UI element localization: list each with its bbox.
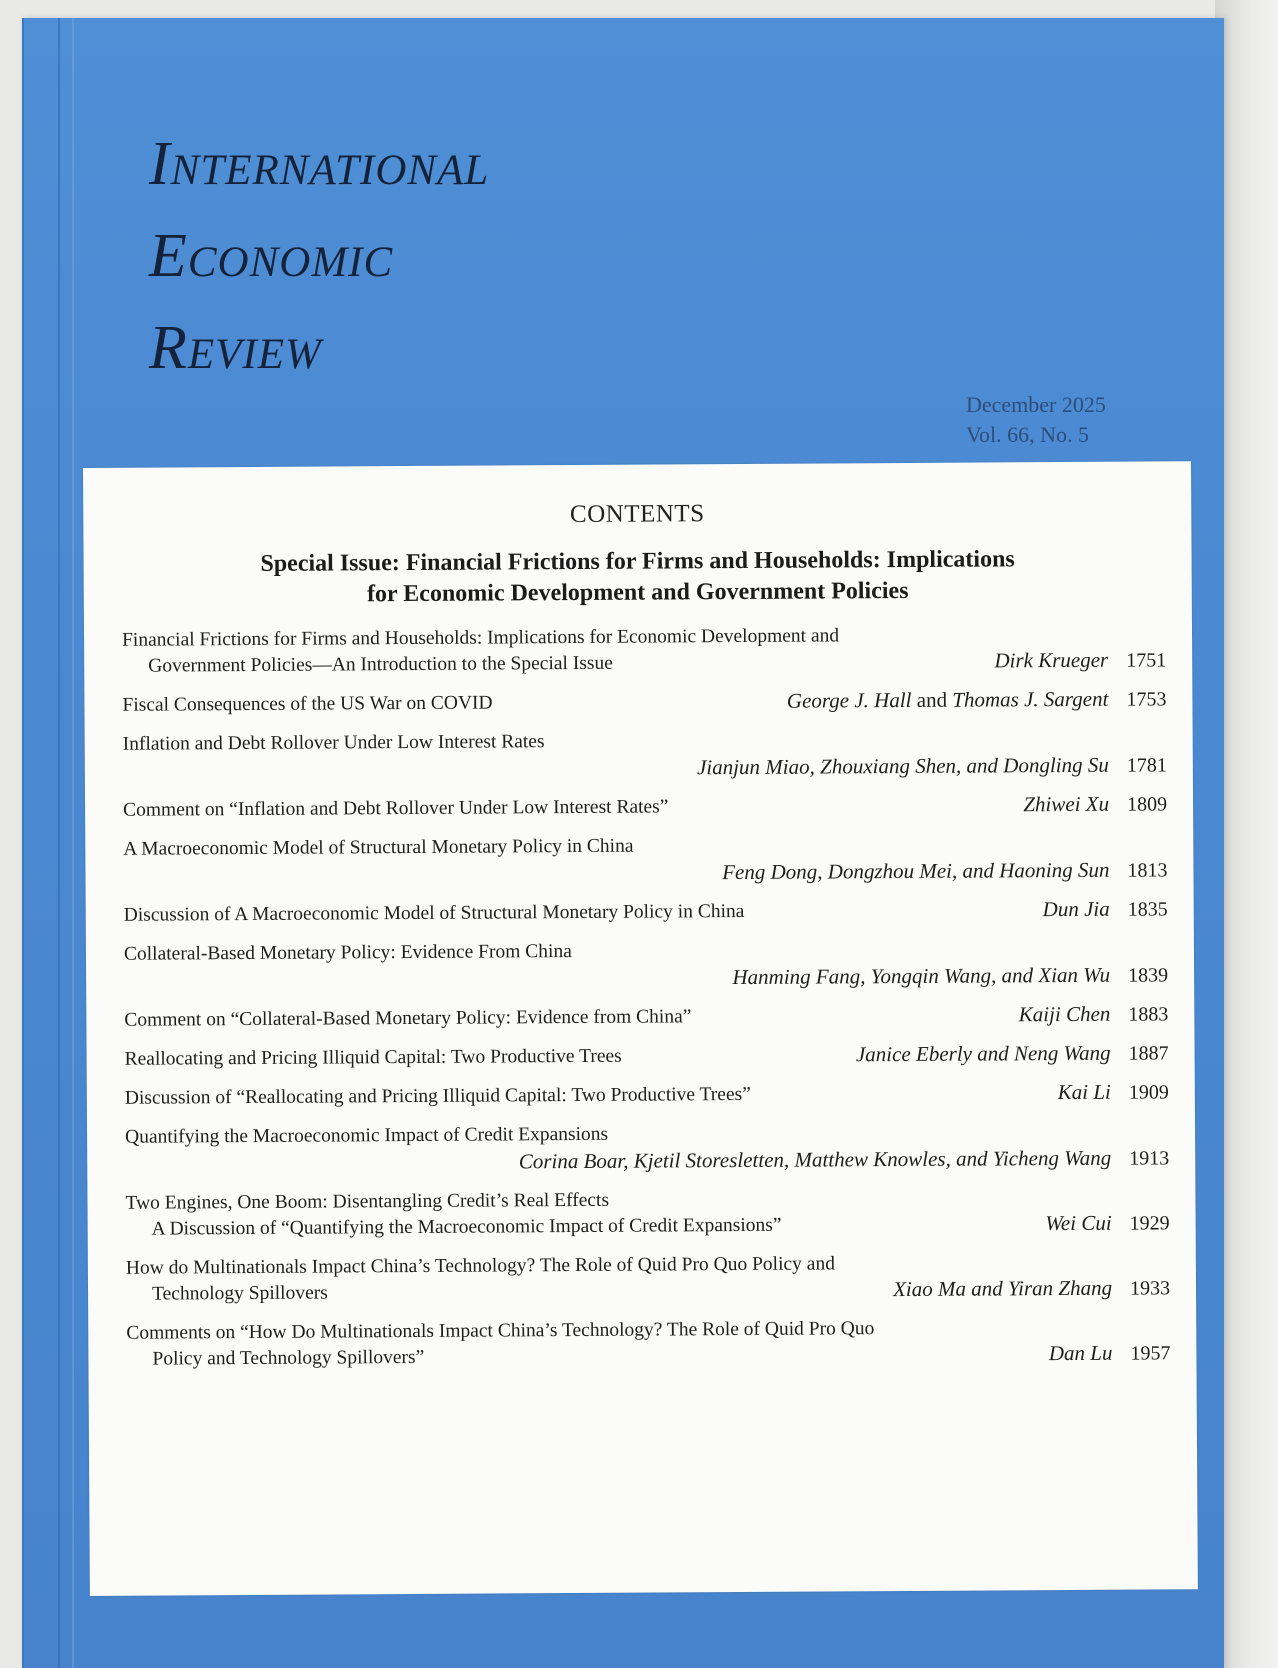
toc-entry: [126, 1249, 1170, 1307]
toc-entry-title: Two Engines, One Boom: Disentangling Credit’s Real Effects: [125, 1189, 610, 1214]
toc-entry: [124, 896, 1168, 928]
toc-entry-page: 1751: [1126, 649, 1167, 672]
toc-entry-byline: [1043, 895, 1168, 923]
spine-fold: [58, 18, 60, 1668]
toc-entry-byline: [893, 1274, 1170, 1303]
toc-entry: [125, 1079, 1169, 1111]
issue-volume: Vol. 66, No. 5: [966, 422, 1090, 447]
toc-entry: [125, 1184, 1169, 1242]
issue-date: December 2025: [966, 392, 1106, 417]
toc-entry-title: Reallocating and Pricing Illiquid Capital: Two Productive Trees: [124, 1045, 622, 1070]
toc-entry-authors: Hanming Fang, Yongqin Wang, and Xian Wu: [732, 962, 1111, 990]
toc-entry-byline: [856, 1039, 1169, 1068]
toc-entry-byline: [1058, 1078, 1169, 1106]
table-of-contents: [122, 621, 1171, 1385]
toc-entry: [125, 1040, 1169, 1072]
toc-entry-authors: Wei Cui: [1045, 1210, 1112, 1236]
toc-entry-byline: [994, 646, 1166, 674]
toc-entry-page: 1839: [1128, 964, 1169, 987]
special-issue-title: [124, 543, 1152, 611]
toc-entry-title: Discussion of A Macroeconomic Model of Structural Monetary Policy in China: [123, 900, 745, 926]
spine-fold-highlight: [72, 18, 74, 1668]
toc-entry-title: Comments on “How Do Multinationals Impact China’s Technology? The Role of Quid Pro Quo: [126, 1318, 875, 1344]
toc-entry: [126, 1314, 1170, 1372]
toc-entry-page: 1887: [1128, 1042, 1169, 1065]
toc-entry-page: 1753: [1126, 688, 1167, 711]
toc-entry-title: Inflation and Debt Rollover Under Low Interest Rates: [122, 731, 545, 755]
toc-entry-authors: Kai Li: [1057, 1079, 1111, 1105]
toc-entry-authors: Xiao Ma and Yiran Zhang: [892, 1275, 1113, 1302]
toc-entry-title: How do Multinationals Impact China’s Technology? The Role of Quid Pro Quo Policy and: [125, 1253, 835, 1279]
toc-entry-authors: Feng Dong, Dongzhou Mei, and Haoning Sun: [722, 857, 1110, 885]
toc-entry: [123, 791, 1167, 823]
issue-info: [966, 390, 1106, 450]
journal-title: [149, 118, 489, 394]
toc-entry-title: Quantifying the Macroeconomic Impact of Credit Expansions: [125, 1123, 609, 1148]
toc-entry-page: 1781: [1126, 754, 1167, 777]
special-issue-title-line-1: Special Issue: Financial Frictions for Firms and Households: Implications: [260, 546, 1015, 577]
contents-panel: [83, 461, 1198, 1596]
special-issue-title-line-2: for Economic Development and Government Policies: [366, 577, 909, 608]
toc-entry-authors: Dirk Krueger: [994, 647, 1109, 673]
toc-entry-page: 1929: [1129, 1212, 1170, 1235]
toc-entry: [122, 686, 1166, 718]
toc-entry-title: Collateral-Based Monetary Policy: Evidence From China: [123, 941, 572, 965]
toc-entry-byline: [1045, 1209, 1169, 1237]
toc-entry-authors: Corina Boar, Kjetil Storesletten, Matthew Knowles, and Yicheng Wang: [518, 1145, 1112, 1174]
toc-entry-byline: [1049, 1339, 1171, 1367]
toc-entry-title: A Macroeconomic Model of Structural Monetary Policy in China: [123, 835, 634, 860]
toc-entry-authors: George J. Hall and Thomas J. Sargent: [786, 686, 1109, 713]
contents-heading: CONTENTS: [569, 500, 705, 529]
toc-entry-byline: [787, 685, 1167, 714]
toc-entry-page: 1913: [1129, 1147, 1170, 1170]
toc-entry-page: 1909: [1128, 1081, 1169, 1104]
journal-title-line-2: Economic: [149, 222, 394, 290]
toc-entry-title: Comment on “Collateral-Based Monetary Policy: Evidence from China”: [124, 1006, 692, 1031]
toc-entry-title: Financial Frictions for Firms and Households: Implications for Economic Development and: [121, 625, 840, 651]
toc-entry-title-continued: Technology Spillovers: [151, 1282, 328, 1305]
toc-entry-page: 1835: [1127, 898, 1168, 921]
toc-entry-authors: Zhiwei Xu: [1023, 791, 1110, 817]
toc-entry: [122, 621, 1166, 679]
toc-entry-authors: Jianjun Miao, Zhouxiang Shen, and Dongling Su: [696, 752, 1109, 780]
toc-entry-authors: Kaiji Chen: [1018, 1001, 1111, 1027]
toc-entry-title: Discussion of “Reallocating and Pricing Illiquid Capital: Two Productive Trees”: [124, 1083, 751, 1109]
toc-entry-page: 1933: [1129, 1277, 1171, 1300]
toc-entry: [123, 830, 1167, 889]
toc-entry-byline: [1019, 1000, 1169, 1028]
toc-entry-page: 1813: [1127, 859, 1168, 882]
toc-entry-title-continued: A Discussion of “Quantifying the Macroeconomic Impact of Credit Expansions”: [151, 1214, 782, 1240]
toc-entry-title: Comment on “Inflation and Debt Rollover Under Low Interest Rates”: [123, 796, 669, 821]
journal-title-line-3: Review: [149, 314, 322, 382]
toc-entry-title-continued: Policy and Technology Spillovers”: [152, 1346, 425, 1370]
toc-entry-page: 1957: [1130, 1342, 1171, 1365]
toc-entry: [124, 1001, 1168, 1033]
toc-entry-title-continued: Government Policies—An Introduction to the Special Issue: [148, 652, 613, 677]
toc-entry: [124, 935, 1168, 994]
toc-entry-page: 1883: [1128, 1003, 1169, 1026]
toc-entry-page: 1809: [1127, 793, 1168, 816]
toc-entry-authors: Dan Lu: [1048, 1340, 1113, 1366]
toc-entry-byline: [1023, 790, 1167, 818]
journal-title-line-1: International: [149, 130, 490, 198]
toc-entry-authors: Dun Jia: [1042, 896, 1110, 922]
toc-entry: [125, 1118, 1169, 1177]
toc-entry-title: Fiscal Consequences of the US War on COVID: [122, 692, 493, 716]
toc-entry-authors: Janice Eberly and Neng Wang: [855, 1040, 1111, 1067]
background-surface: [1215, 0, 1278, 1668]
toc-entry: [123, 725, 1167, 784]
